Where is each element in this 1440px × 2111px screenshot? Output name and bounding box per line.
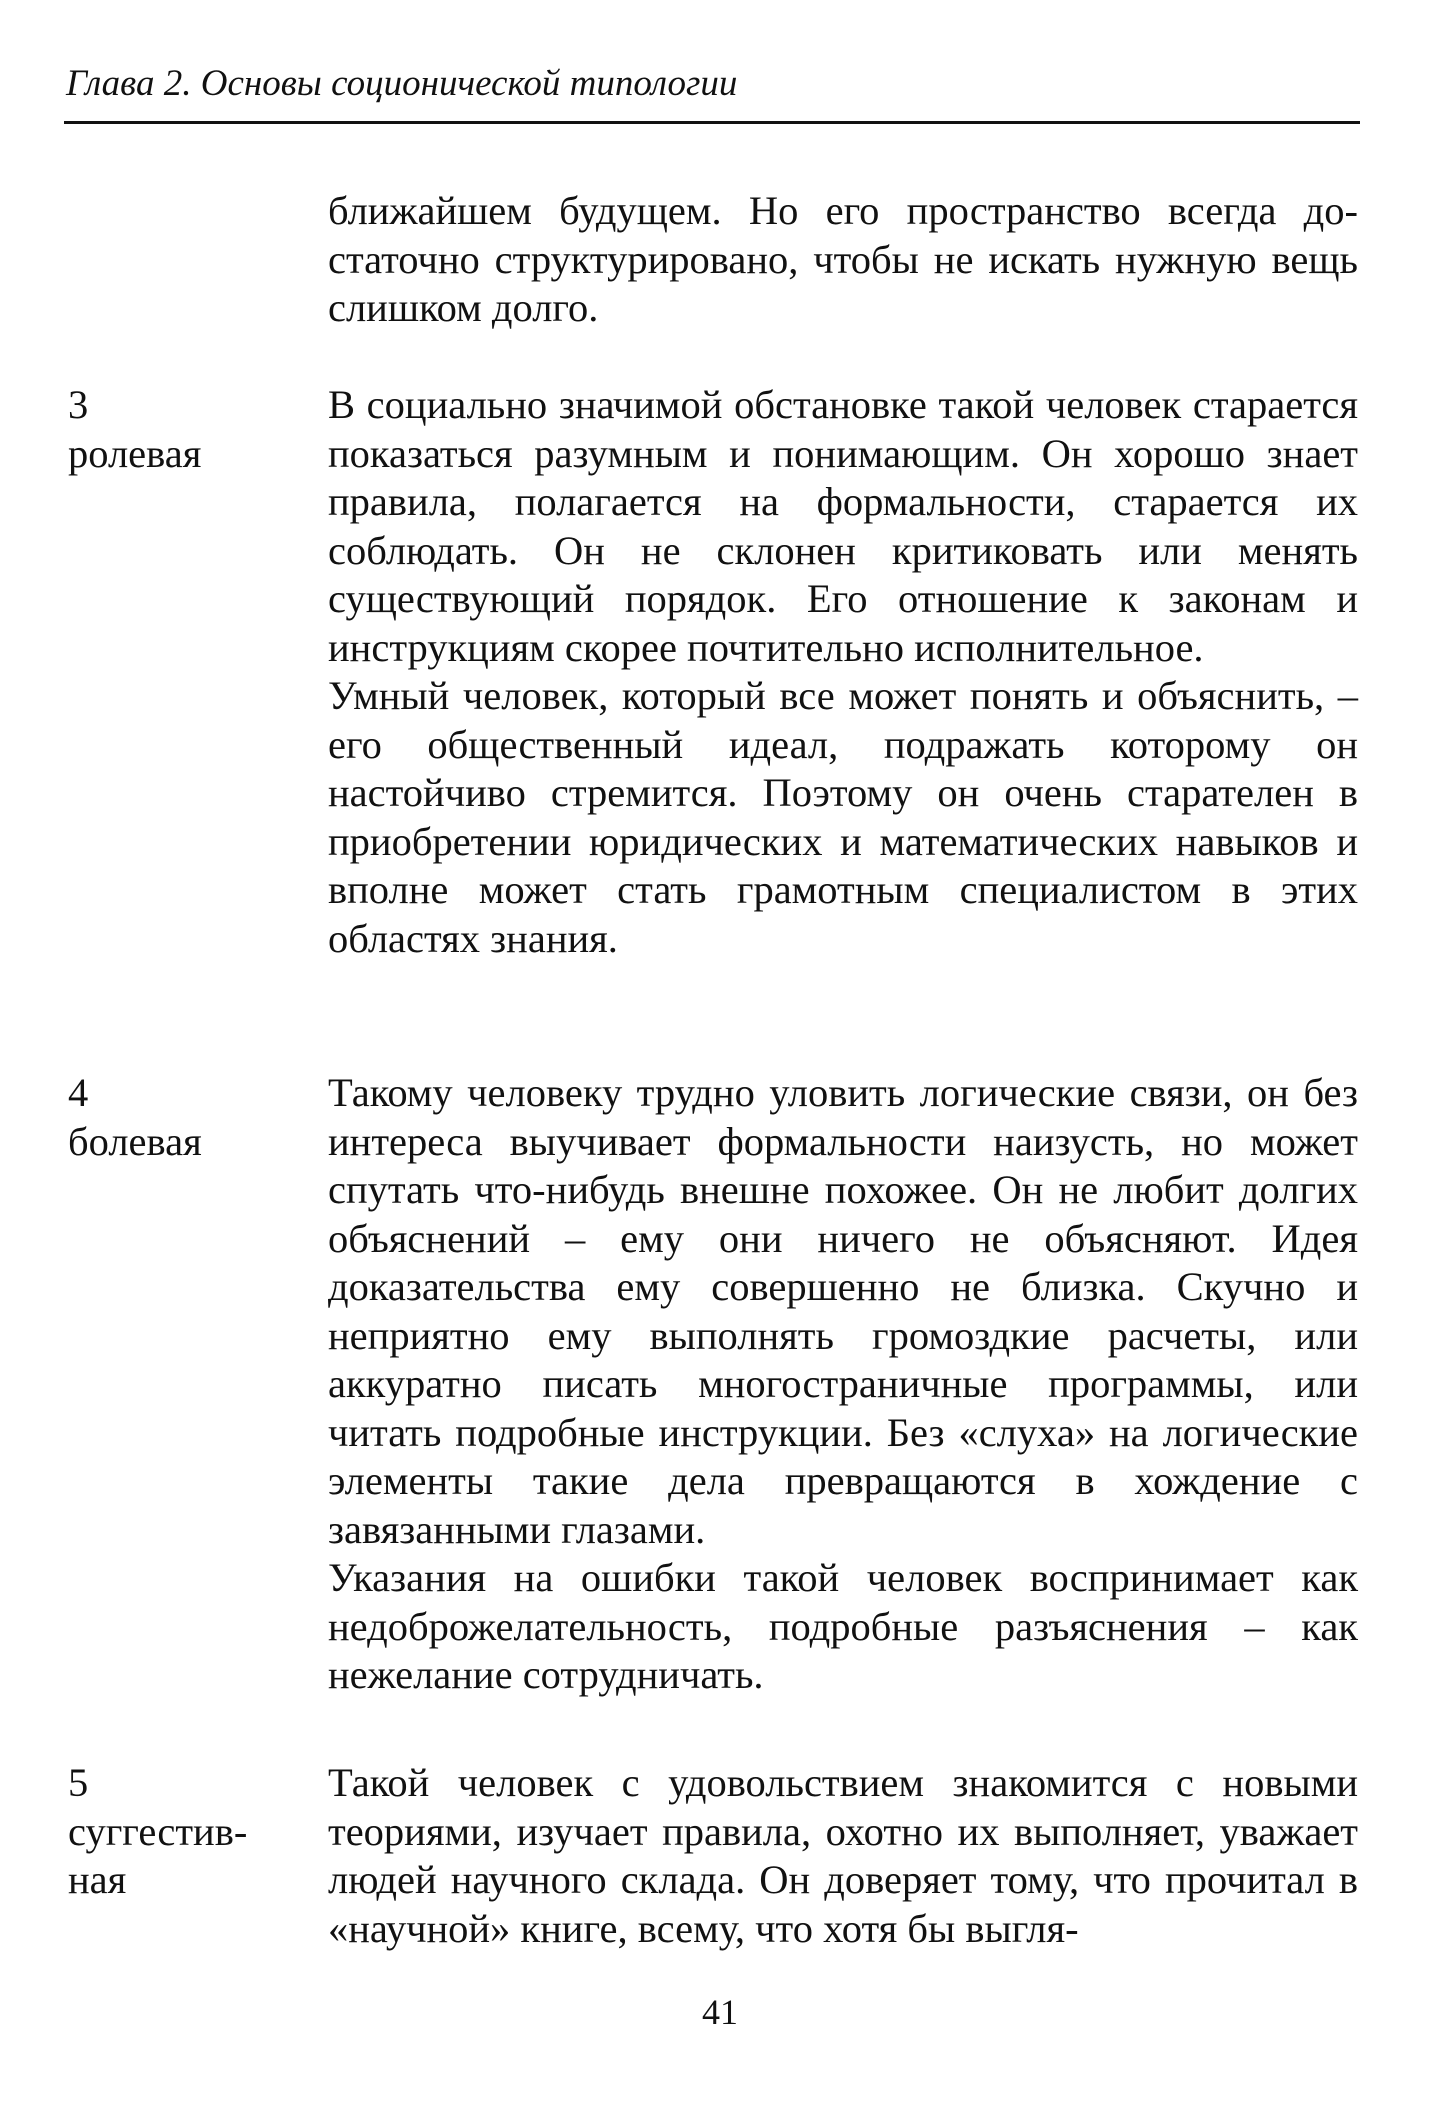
section-label-text: ная (68, 1857, 127, 1902)
continuation-text (328, 187, 1358, 333)
section-label (68, 1759, 278, 1905)
page-number: 41 (702, 1992, 738, 2032)
section-body (328, 381, 1358, 963)
section-label (68, 381, 278, 478)
section-body (328, 1759, 1358, 1953)
section-number: 5 (68, 1760, 89, 1805)
running-header: Глава 2. Основы соционической типологии (66, 63, 738, 104)
section-label (68, 1069, 278, 1166)
section-label-text: ролевая (68, 430, 202, 476)
header-divider (64, 121, 1360, 124)
section-label-text: болевая (68, 1118, 202, 1164)
section-number: 4 (68, 1070, 89, 1115)
paragraph: Такой человек с удовольствием знакомится с новыми теориями, изучает правила, охотно их выполняет, уважает людей научного склада. Он доверяет тому, что прочитал в «научной» книге, всему, что хотя бы выгля- (328, 1760, 1358, 1951)
section-label-text: суггестив- (68, 1808, 248, 1854)
paragraph: Такому человеку трудно уловить логические связи, он без интереса выучивает формальности наизусть, но может спутать что-нибудь внешне похожее. Он не любит долгих объяснений – ему они ничего не объясняют. Идея доказательства ему совершенно не близка. Скучно и неприятно ему выполнять громоздкие расчеты, или аккуратно писать многостраничные программы, или читать подробные инструкции. Без «слуха» на логические элементы такие дела превращаются в хождение с завязанными глазами. (328, 1070, 1358, 1552)
paragraph: В социально значимой обстановке такой человек старается показаться разумным и понимающим. Он хорошо знает правила, полагается на формальности, старается их соблюдать. Он не склонен критиковать или менять существующий порядок. Его отношение к законам и инструкциям скорее почтительно исполнительное. (328, 382, 1358, 670)
paragraph: Указания на ошибки такой человек воспринимает как недоброжелательность, подробные разъяснения – как нежелание сотрудничать. (328, 1555, 1358, 1697)
paragraph: Умный человек, который все может понять и объяснить, – его общественный идеал, подражать которому он настойчиво стремится. Поэтому он очень старателен в приобретении юридических и математических навыков и вполне может стать грамотным специалистом в этих областях знания. (328, 673, 1358, 961)
section-number: 3 (68, 382, 89, 427)
paragraph: ближайшем будущем. Но его пространство всегда достаточно структурировано, чтобы не искать нужную вещь слишком долго. (328, 188, 1358, 330)
section-body (328, 1069, 1358, 1700)
